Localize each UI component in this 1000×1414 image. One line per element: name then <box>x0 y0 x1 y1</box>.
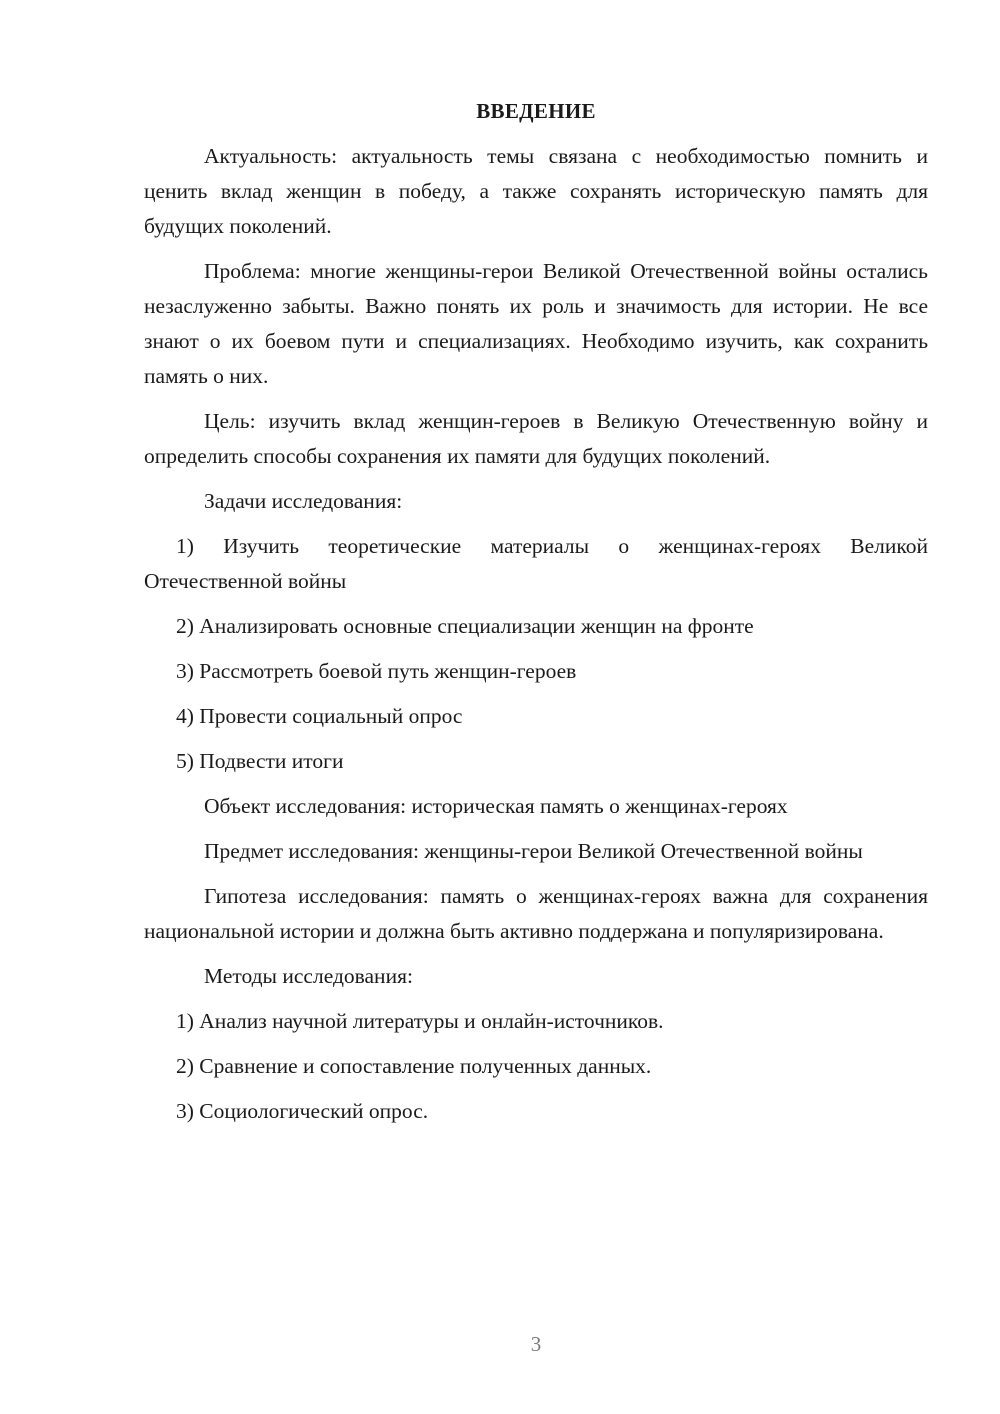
goal-paragraph: Цель: изучить вклад женщин-героев в Великую Отечественную войну и определить способы сохранения их памяти для будущих поколений. <box>144 409 928 468</box>
task-item-1: 1) Изучить теоретические материалы о женщинах-героях Великой Отечественной войны <box>144 534 928 593</box>
subject-paragraph: Предмет исследования: женщины-герои Великой Отечественной войны <box>204 839 863 863</box>
methods-heading: Методы исследования: <box>204 964 413 988</box>
method-item-3: 3) Социологический опрос. <box>176 1099 429 1123</box>
page-number: 3 <box>530 1332 542 1356</box>
page-title: ВВЕДЕНИЕ <box>476 99 596 123</box>
method-item-1: 1) Анализ научной литературы и онлайн-источников. <box>176 1009 664 1033</box>
hypothesis-paragraph: Гипотеза исследования: память о женщинах-героях важна для сохранения национальной истории и должна быть активно поддержана и популяризирована. <box>144 884 928 943</box>
problem-paragraph: Проблема: многие женщины-герои Великой Отечественной войны остались незаслуженно забыты. Важно понять их роль и значимость для истории. Не все знают о их боевом пути и специализациях. Необходимо изучить, как сохранить память о них. <box>144 259 928 388</box>
document-page <box>144 96 928 1139</box>
task-item-3: 3) Рассмотреть боевой путь женщин-героев <box>176 659 577 683</box>
task-item-5: 5) Подвести итоги <box>176 749 344 773</box>
tasks-heading: Задачи исследования: <box>204 489 403 513</box>
task-item-4: 4) Провести социальный опрос <box>176 704 463 728</box>
relevance-paragraph: Актуальность: актуальность темы связана с необходимостью помнить и ценить вклад женщин в победу, а также сохранять историческую память для будущих поколений. <box>144 144 928 238</box>
task-item-2: 2) Анализировать основные специализации женщин на фронте <box>176 614 754 638</box>
object-paragraph: Объект исследования: историческая память о женщинах-героях <box>204 794 788 818</box>
method-item-2: 2) Сравнение и сопоставление полученных данных. <box>176 1054 652 1078</box>
